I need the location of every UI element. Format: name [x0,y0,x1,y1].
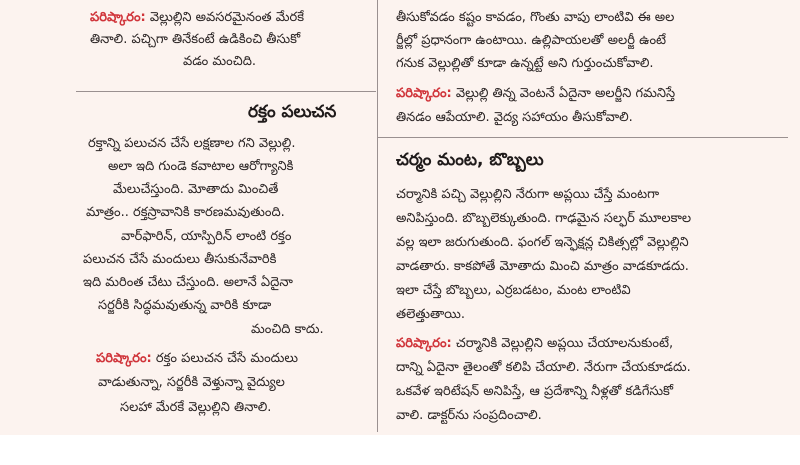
left-solution-line-2: తినాలి. పచ్చిగా తినేకంటే ఉడికించి తీసుకో [90,32,301,47]
right-body-line-3: వల్ల ఇలా జరుగుతుంది. ఫంగల్ ఇన్ఫెక్షన్ల చికిత్సల్లో వెల్లుల్లిని [396,235,689,250]
left-body-line-7: ఇది మరింత చేటు చేస్తుంది. అలానే ఏదైనా [83,275,293,290]
left-solution-line-3: వడం మంచిది. [183,54,257,69]
right-body-line-4: వాడతారు. కాకపోతే మోతాదు మించి మాత్రం వాడకూడదు. [396,259,689,274]
right-solution2-line-1 [396,334,673,353]
section-heading-skin-burn: చర్మం మంట, బొబ్బలు [396,150,544,170]
solution-label: పరిష్కారం: [396,86,452,101]
solution-label: పరిష్కారం: [90,10,146,25]
right-body-line-2: అనిపిస్తుంది. బొబ్బలెక్కుతుంది. గాఢమైన సల్ఫర్ మూలకాల [396,211,692,226]
right-top-line-3: గనుక వెల్లుల్లితో కూడా ఉన్నట్టే అని గుర్తుంచుకోవాలి. [396,56,654,71]
left-body-line-9: మంచిది కాదు. [251,322,324,337]
right-solution2-line-3: ఒకవేళ ఇరిటేషన్ అనిపిస్తే, ఆ ప్రదేశాన్ని నీళ్లతో కడిగేసుకో [396,384,674,399]
left-solution-line-1 [90,8,304,27]
left-body-line-8: సర్జరీకి సిద్ధమవుతున్న వారికి కూడా [98,298,272,313]
left-body-line-3: మేలుచేస్తుంది. మోతాదు మించితే [113,182,279,197]
left-solution2-line-2: వాడుతున్నా, సర్జరీకి వెళ్తున్నా వైద్యుల [98,375,285,390]
solution-text: రక్తం పలుచన చేసే మందులు [151,351,299,366]
right-top-line-1: తీసుకోవడం కష్టం కావడం, గొంతు వాపు లాంటివి ఈ అల [396,10,675,25]
left-body-line-4: మాత్రం.. రక్తస్రావానికి కారణమవుతుంది. [86,205,285,220]
right-body-line-1: చర్మానికి పచ్చి వెల్లుల్లిని నేరుగా అప్లయి చేస్తే మంటగా [396,187,660,202]
right-section-divider [378,137,788,138]
right-solution-line-2: తినడం ఆపేయాలి. వైద్య సహాయం తీసుకోవాలి. [396,110,633,125]
left-solution2-line-1 [96,349,298,368]
left-body-line-2: అలా ఇది గుండె కవాటాల ఆరోగ్యానికి [108,159,294,174]
left-section-divider [76,91,376,92]
right-solution-line-1 [396,84,675,103]
right-solution2-line-2: దాన్ని ఏదైనా తైలంతో కలిపి చేయాలి. నేరుగా చేయకూడదు. [396,360,691,375]
right-solution2-line-4: వాలి. డాక్టర్‌ను సంప్రదించాలి. [396,408,542,423]
left-body-line-1: రక్తాన్ని పలుచన చేసే లక్షణాల గని వెల్లుల్లి. [88,136,296,151]
column-divider [377,0,378,432]
solution-text: వెల్లుల్లిని అవసరమైనంత మేరకే [145,10,305,25]
left-body-line-6: పలుచన చేసే మందులు తీసుకునేవారికి [83,252,277,267]
solution-text: వెల్లుల్లి తిన్న వెంటనే ఏదైనా అలర్జీని గమనిస్తే [451,86,676,101]
right-body-line-5: ఇలా చేస్తే బొబ్బలు, ఎర్రబడటం, మంట లాంటివి [396,283,631,298]
solution-label: పరిష్కారం: [96,351,152,366]
right-top-line-2: ర్జీల్లో ప్రధానంగా ఉంటాయి. ఉల్లిపాయలతో అలర్జీ ఉంటే [396,33,667,48]
bottom-margin [0,435,800,465]
solution-text: చర్మానికి వెల్లుల్లిని అప్లయి చేయాలనుకుంటే, [451,336,674,351]
left-body-line-5: వార్‌ఫారిన్, యాస్పిరిన్ లాంటి రక్తం [121,229,292,244]
left-solution2-line-3: సలహా మేరకే వెల్లుల్లిని తినాలి. [120,400,272,415]
section-heading-blood-thinning: రక్తం పలుచన [248,102,337,122]
right-body-line-6: తలెత్తుతాయి. [396,307,466,322]
solution-label: పరిష్కారం: [396,336,452,351]
